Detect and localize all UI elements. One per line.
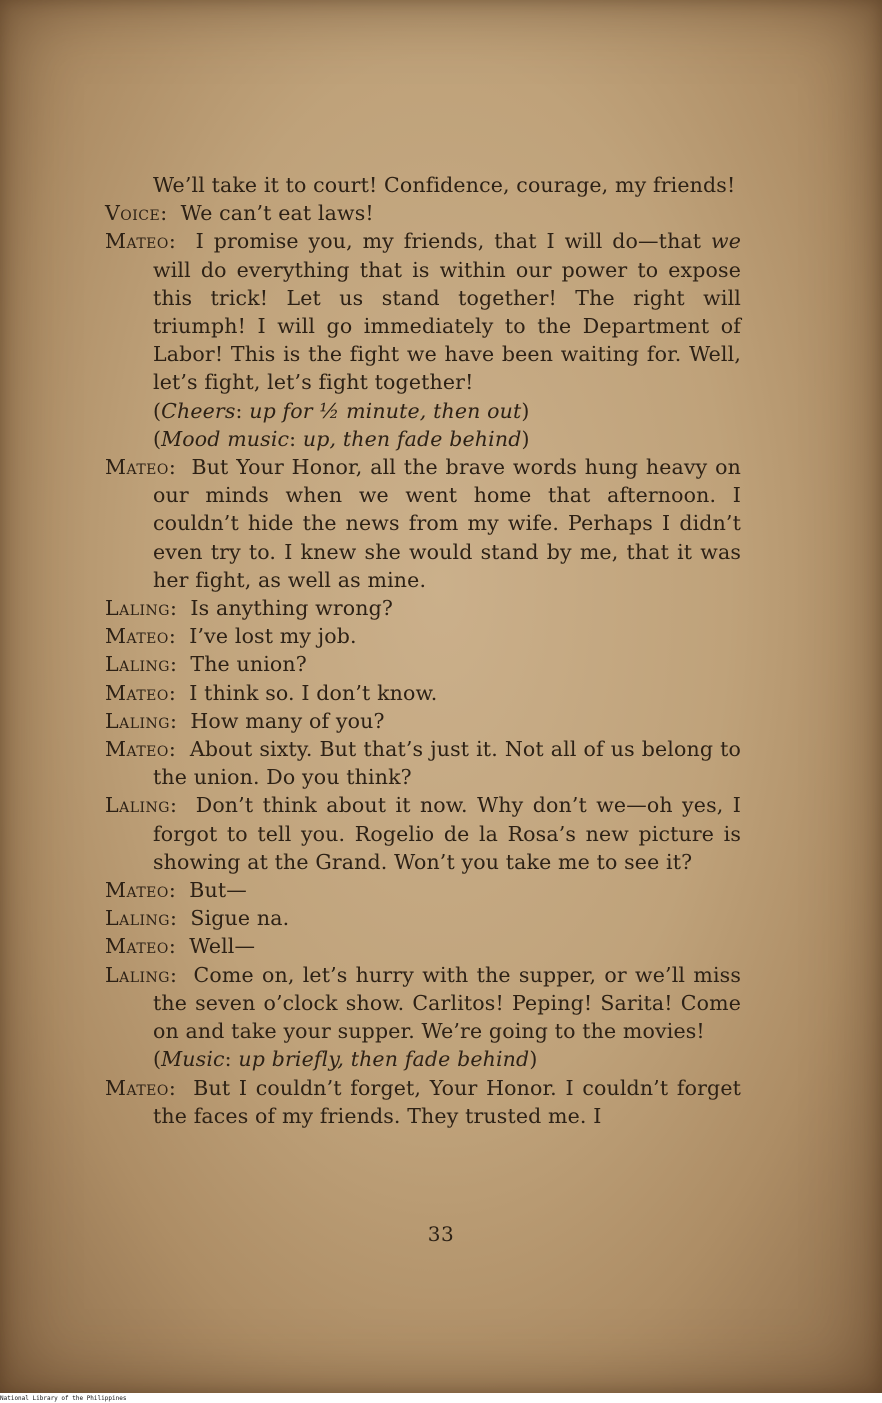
- text-segment: How many of you?: [190, 708, 385, 733]
- text-segment: (: [153, 398, 162, 423]
- dialogue-line: [105, 876, 741, 904]
- dialogue-line: [105, 679, 741, 707]
- speaker-colon: :: [169, 708, 191, 733]
- speaker-colon: :: [168, 878, 190, 903]
- speaker-colon: :: [169, 906, 191, 931]
- speaker-name: Laling: [105, 708, 170, 733]
- text-segment: Is anything wrong?: [190, 596, 394, 621]
- stage-direction-line: [105, 171, 741, 199]
- speaker-name: Mateo: [105, 680, 169, 705]
- text-segment: (: [153, 1047, 162, 1072]
- italic-text-segment: up briefly, then fade behind: [238, 1047, 530, 1072]
- text-segment: ): [521, 398, 530, 423]
- speaker-colon: :: [168, 680, 190, 705]
- italic-text-segment: we: [711, 229, 742, 254]
- speaker-colon: :: [168, 229, 196, 254]
- dialogue-line: [105, 227, 741, 396]
- text-segment: Well—: [189, 934, 256, 959]
- dialogue-line: [105, 707, 741, 735]
- speaker-name: Mateo: [105, 624, 169, 649]
- dialogue-line: [105, 199, 741, 227]
- dialogue-line: [105, 622, 741, 650]
- text-segment: But—: [189, 878, 247, 903]
- text-segment: Don’t think about it now. Why don’t we—oh yes, I forgot to tell you. Rogelio de la Rosa’s new picture is showing at the Grand. Won’t you take me to see it?: [153, 793, 741, 874]
- play-script-text: [105, 171, 741, 1130]
- text-segment: :: [224, 1047, 239, 1072]
- speaker-name: Mateo: [105, 229, 169, 254]
- dialogue-line: [105, 904, 741, 932]
- speaker-name: Mateo: [105, 737, 169, 762]
- dialogue-line: [105, 594, 741, 622]
- text-segment: We’ll take it to court! Confidence, courage, my friends!: [153, 173, 736, 197]
- speaker-colon: :: [169, 652, 191, 677]
- text-segment: I promise you, my friends, that I will do—that: [195, 229, 712, 254]
- speaker-colon: :: [168, 455, 192, 480]
- stage-direction-line: [105, 425, 741, 453]
- italic-text-segment: up for ½ minute, then out: [249, 398, 522, 423]
- text-segment: I’ve lost my job.: [189, 624, 357, 649]
- speaker-colon: :: [168, 1075, 194, 1100]
- text-segment: About sixty. But that’s just it. Not all of us belong to the union. Do you think?: [153, 737, 741, 790]
- speaker-colon: :: [168, 624, 190, 649]
- speaker-colon: :: [168, 934, 190, 959]
- speaker-name: Laling: [105, 906, 170, 931]
- text-segment: :: [289, 426, 303, 451]
- text-segment: :: [235, 398, 250, 423]
- speaker-colon: :: [168, 737, 190, 762]
- text-segment: I think so. I don’t know.: [189, 680, 438, 705]
- italic-text-segment: Cheers: [161, 398, 236, 423]
- speaker-colon: :: [160, 201, 181, 226]
- dialogue-line: [105, 650, 741, 678]
- text-segment: will do everything that is within our power to expose this trick! Let us stand together! The right will triumph! I will go immediately to the Department of Labor! This is the fight we have been waiting for. Well, let’s fight, let’s fight together!: [153, 257, 741, 395]
- speaker-name: Laling: [105, 962, 170, 987]
- italic-text-segment: Music: [161, 1047, 225, 1072]
- dialogue-line: [105, 932, 741, 960]
- text-segment: We can’t eat laws!: [180, 201, 374, 226]
- speaker-colon: :: [169, 596, 191, 621]
- speaker-name: Mateo: [105, 934, 169, 959]
- dialogue-line: [105, 791, 741, 876]
- dialogue-line: [105, 961, 741, 1046]
- page-number: 33: [427, 1222, 455, 1246]
- speaker-colon: :: [169, 793, 196, 818]
- speaker-name: Mateo: [105, 455, 169, 480]
- text-segment: Come on, let’s hurry with the supper, or we’ll miss the seven o’clock show. Carlitos! Peping! Sarita! Come on and take your supper. We’re going to the movies!: [153, 962, 741, 1044]
- text-segment: The union?: [190, 652, 307, 677]
- speaker-name: Laling: [105, 596, 170, 621]
- speaker-name: Laling: [105, 652, 170, 677]
- library-credit-line: National Library of the Philippines: [0, 1395, 127, 1402]
- text-segment: But I couldn’t forget, Your Honor. I couldn’t forget the faces of my friends. They trusted me. I: [153, 1075, 742, 1128]
- italic-text-segment: up, then fade behind: [302, 426, 522, 451]
- text-segment: But Your Honor, all the brave words hung heavy on our minds when we went home that afternoon. I couldn’t hide the news from my wife. Perhaps I didn’t even try to. I knew she would stand by me, that it was her fight, as well as mine.: [153, 455, 741, 592]
- speaker-name: Laling: [105, 793, 170, 818]
- text-segment: Sigue na.: [190, 906, 290, 931]
- text-segment: (: [153, 426, 162, 451]
- stage-direction-line: [105, 1045, 741, 1073]
- dialogue-line: [105, 1074, 741, 1130]
- speaker-name: Mateo: [105, 878, 169, 903]
- text-segment: ): [529, 1047, 538, 1072]
- speaker-colon: :: [169, 962, 194, 987]
- dialogue-line: [105, 735, 741, 791]
- speaker-name: Mateo: [105, 1075, 169, 1100]
- stage-direction-line: [105, 397, 741, 425]
- speaker-name: Voice: [105, 201, 161, 226]
- dialogue-line: [105, 453, 741, 594]
- text-segment: ): [521, 426, 530, 451]
- italic-text-segment: Mood music: [161, 426, 290, 451]
